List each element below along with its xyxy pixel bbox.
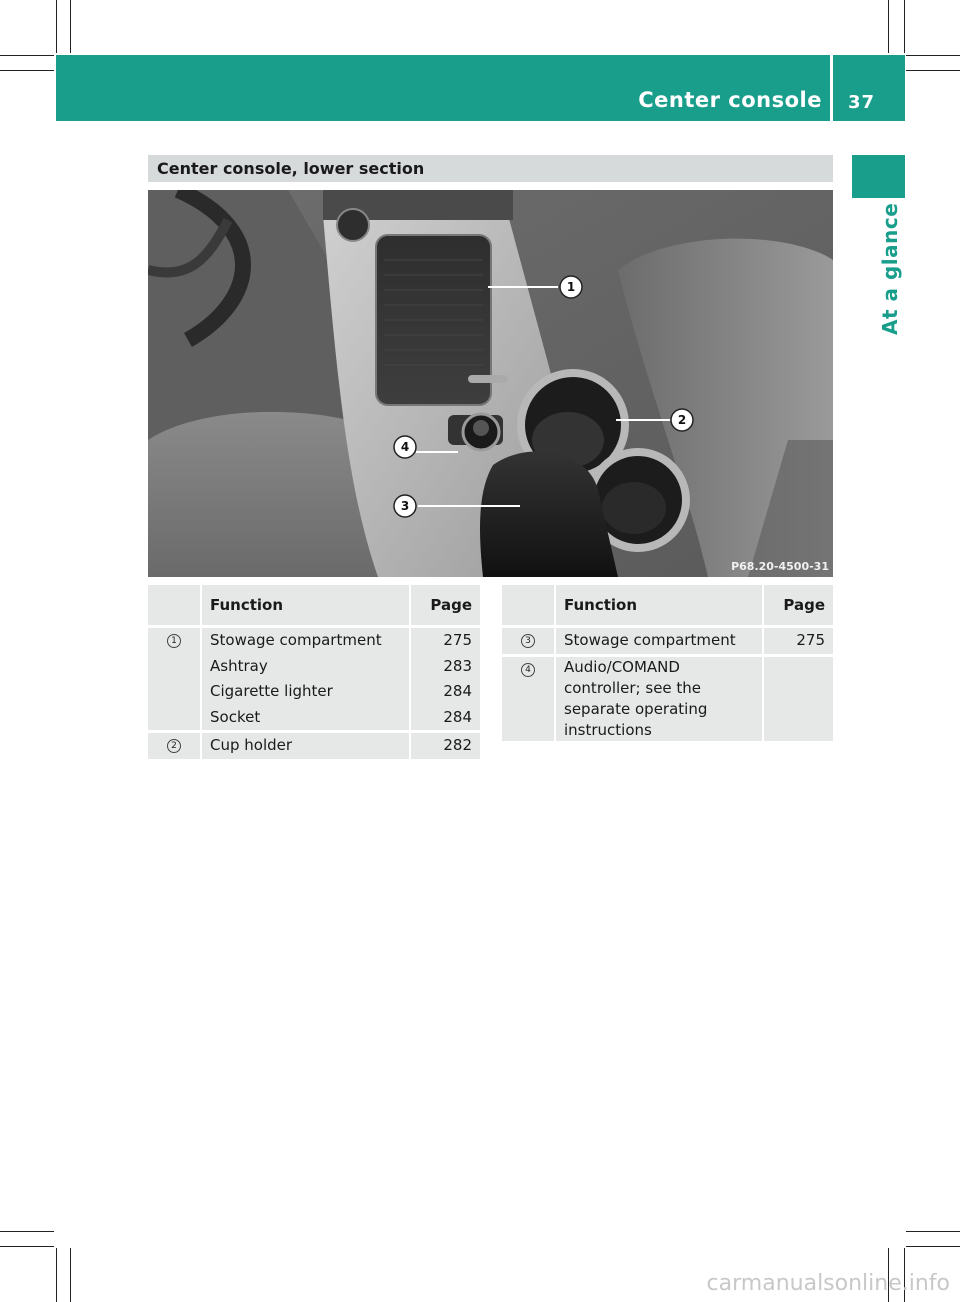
table-header-function: Function [556,585,762,628]
function-name: Audio/COMAND controller; see the separate operating instructions [564,657,708,739]
photo-reference-code: P68.20-4500-31 [731,560,829,573]
page-reference: 284 [443,682,472,700]
crop-mark [0,1231,54,1232]
crop-mark [888,0,889,53]
crop-mark [906,70,960,71]
item-number-badge: 3 [521,634,535,648]
function-name: Stowage compartment [564,631,736,649]
table-row [148,628,480,733]
table-row [502,657,833,744]
callout-2-label: 2 [677,413,687,427]
page-header-title: Center console [638,88,822,112]
item-number-badge: 1 [167,634,181,648]
section-heading: Center console, lower section [148,155,833,182]
page-number: 37 [848,92,876,113]
center-console-photo [148,190,833,577]
crop-mark [70,0,71,53]
table-header-page: Page [762,585,833,628]
table-header-number [148,585,202,628]
crop-mark [70,1248,71,1302]
page-reference: 282 [443,736,472,754]
item-number-badge: 2 [167,739,181,753]
table-row [148,733,480,762]
crop-mark [906,1231,960,1232]
crop-mark [906,55,960,56]
function-table-right [502,585,833,744]
function-name: Cigarette lighter [210,682,333,700]
center-console-illustration [148,190,833,577]
item-number-badge: 4 [521,663,535,677]
function-name: Stowage compartment [210,631,382,649]
crop-mark [906,1246,960,1247]
crop-mark [0,70,54,71]
table-header-number [502,585,556,628]
function-table-left [148,585,480,762]
crop-mark [904,0,905,53]
callout-4-label: 4 [400,440,410,454]
table-header-page: Page [409,585,480,628]
crop-mark [0,1246,54,1247]
crop-mark [56,1248,57,1302]
callout-1-label: 1 [566,280,576,294]
watermark: carmanualsonline.info [706,1271,950,1296]
crop-mark [56,0,57,53]
page-reference: 284 [443,707,472,726]
chapter-tab-label: At a glance [878,202,902,335]
function-name: Cup holder [210,736,293,754]
crop-mark [0,55,54,56]
function-name: Socket [210,707,261,726]
chapter-tab-marker [852,155,905,198]
table-row [502,628,833,657]
callout-3-label: 3 [400,499,410,513]
function-name: Ashtray [210,656,268,675]
page-reference: 275 [443,631,472,649]
table-header-function: Function [202,585,409,628]
page-reference: 283 [443,656,472,675]
header-divider [830,55,833,121]
page-reference: 275 [796,631,825,649]
